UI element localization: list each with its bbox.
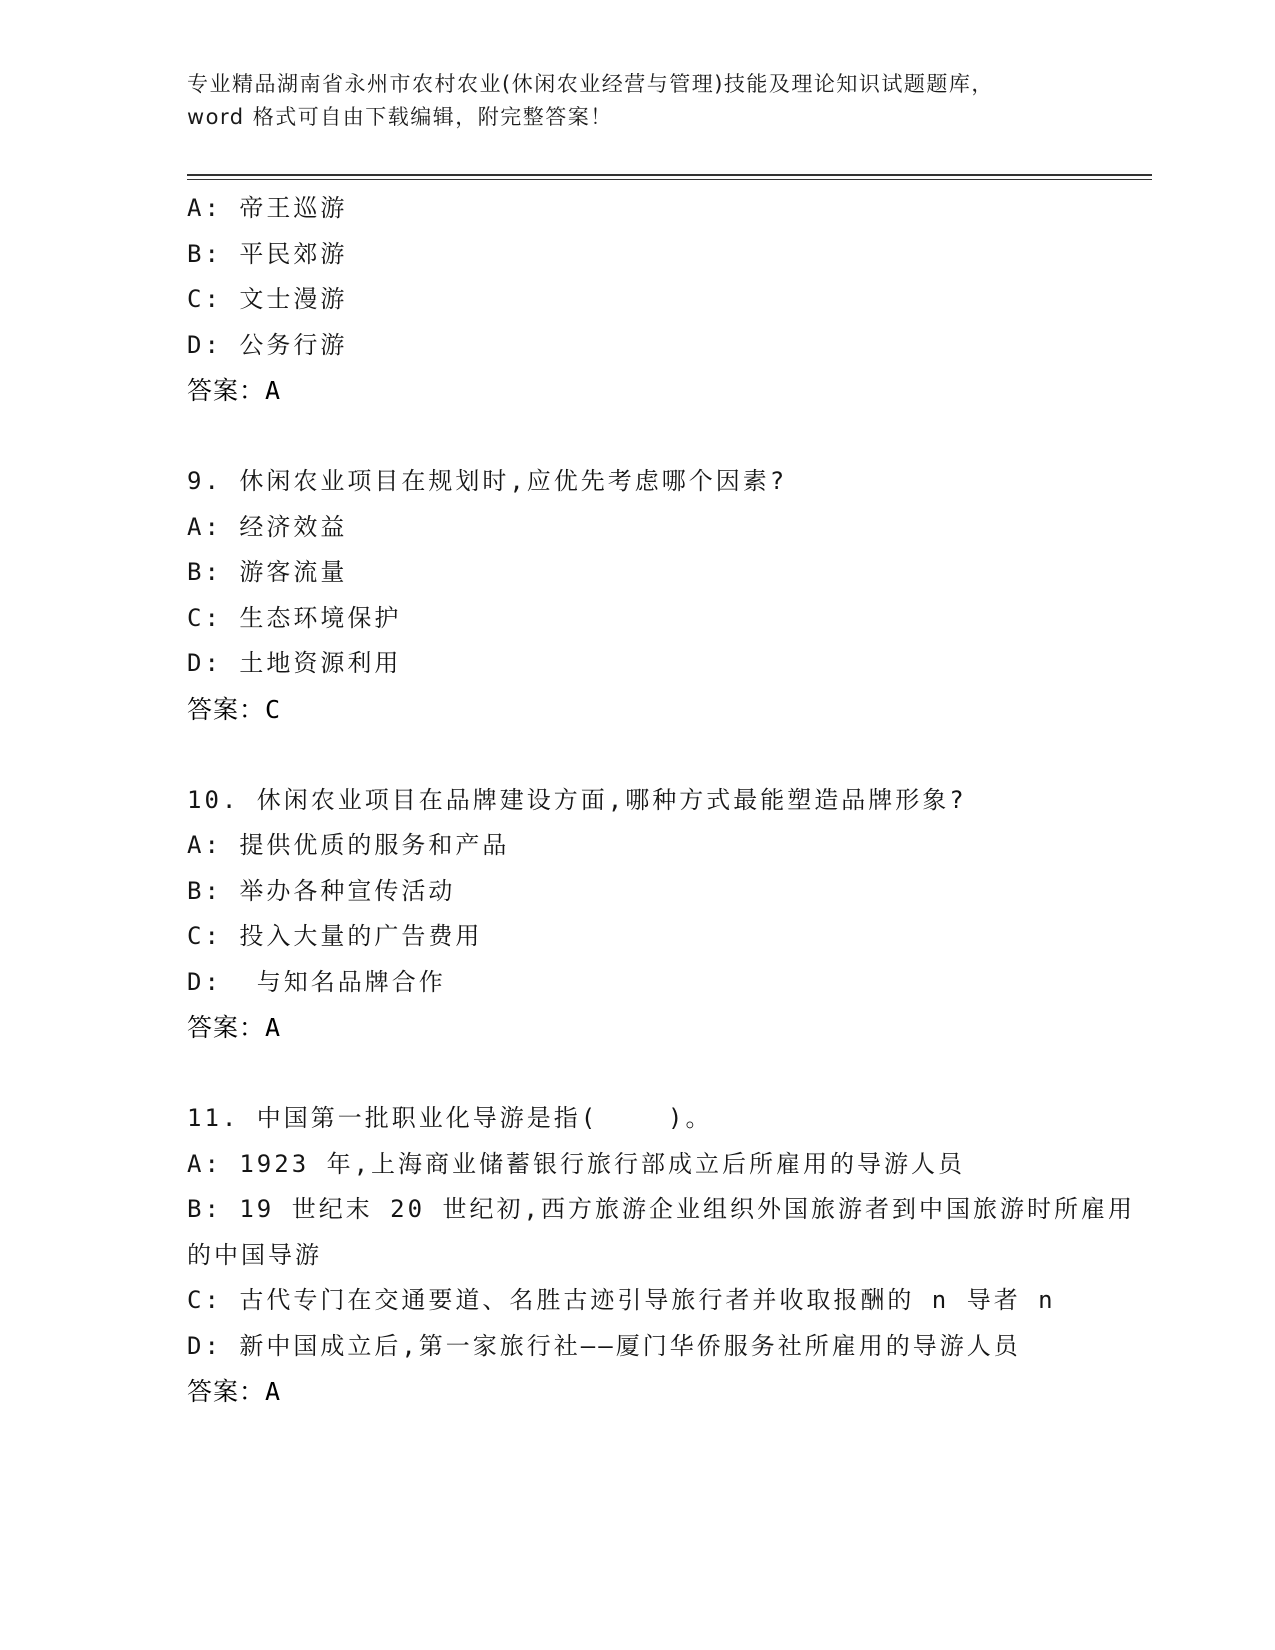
option-a: A: 帝王巡游 [187,194,348,222]
option-b: B: 平民郊游 [187,239,348,268]
answer-line [187,368,1147,414]
option-a: A: 提供优质的服务和产品 [187,831,510,859]
option-a: A: 1923 年,上海商业储蓄银行旅行部成立后所雇用的导游人员 [187,1149,966,1178]
option-d: D: 土地资源利用 [187,649,402,677]
header-title-line: 专业精品湖南省永州市农村农业(休闲农业经营与管理)技能及理论知识试题题库， [187,72,994,96]
option-b: B: 19 世纪末 20 世纪初,西方旅游企业组织外国旅游者到中国旅游时所雇用的中国导游 [187,1195,1135,1269]
answer-value: A [265,1013,282,1042]
option-d: D: 公务行游 [187,330,348,359]
spacer [187,732,1147,778]
answer-value: A [265,376,282,405]
answer-label: 答案： [187,376,266,405]
answer-line [187,1005,1147,1051]
option-c: C: 投入大量的广告费用 [187,922,483,950]
document-header [187,68,1147,134]
answer-value: C [265,694,282,724]
answer-line [187,1369,1147,1415]
question-text: 9. 休闲农业项目在规划时,应优先考虑哪个因素? [187,467,788,495]
question-list [187,186,1147,1415]
spacer [187,414,1147,460]
document-page [187,68,1147,1415]
question-text: 11. 中国第一批职业化导游是指( )。 [187,1104,713,1132]
option-c: C: 生态环境保护 [187,603,402,632]
option-c: C: 古代专门在交通要道、名胜古迹引导旅行者并收取报酬的 n 导者 n [187,1286,1056,1314]
answer-label: 答案： [187,694,266,724]
option-b: B: 举办各种宣传活动 [187,876,456,905]
answer-label: 答案： [187,1377,266,1406]
question-9 [187,459,1147,732]
answer-line [187,687,1147,733]
spacer [187,1051,1147,1097]
header-divider [187,174,1152,180]
option-d: D: 与知名品牌合作 [187,967,446,996]
question-11 [187,1096,1147,1415]
question-text: 10. 休闲农业项目在品牌建设方面,哪种方式最能塑造品牌形象? [187,785,967,814]
option-a: A: 经济效益 [187,512,348,541]
answer-value: A [265,1377,282,1406]
header-subtitle-line: word 格式可自由下载编辑，附完整答案！ [187,105,613,129]
option-c: C: 文士漫游 [187,285,348,313]
option-d: D: 新中国成立后,第一家旅行社——厦门华侨服务社所雇用的导游人员 [187,1331,1021,1360]
question-10 [187,778,1147,1051]
option-b: B: 游客流量 [187,558,348,586]
answer-label: 答案： [187,1013,266,1042]
question-8 [187,186,1147,414]
